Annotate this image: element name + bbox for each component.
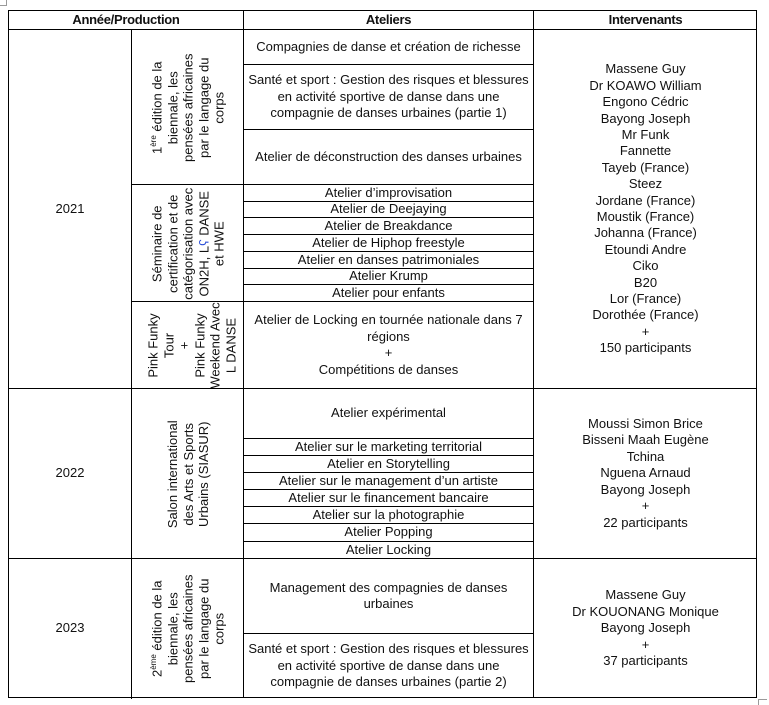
atelier-cell: Compagnies de danse et création de richesse — [243, 29, 533, 64]
header-ateliers: Ateliers — [243, 11, 533, 29]
production-seminaire-certification — [131, 184, 244, 302]
intervenant-name: + — [641, 636, 650, 652]
year-cell-2023: 2023 — [9, 558, 131, 698]
atelier-cell: Atelier de Breakdance — [243, 217, 533, 234]
intervenant-name: Moussi Simon Brice — [588, 416, 703, 432]
atelier-cell: Atelier sur le marketing territorial — [243, 438, 533, 455]
intervenant-name: Mr Funk — [621, 126, 670, 142]
atelier-plus: + — [384, 345, 393, 360]
atelier-cell-locking-tour — [243, 301, 533, 388]
intervenants-list — [589, 61, 701, 356]
atelier-cell: Atelier Locking — [243, 541, 533, 558]
atelier-cell: Management des compagnies de danses urbaines — [243, 558, 533, 633]
intervenant-name: Johanna (France) — [594, 225, 697, 241]
atelier-line: Atelier de Locking en tournée nationale dans 7 régions — [254, 312, 523, 344]
edition-suffix: ère — [148, 134, 158, 147]
intervenants-cell-2021 — [533, 29, 757, 388]
intervenant-name: Massene Guy — [605, 587, 686, 603]
intervenant-name: Bayong Joseph — [600, 481, 691, 497]
intervenant-name: Tayeb (France) — [601, 159, 690, 175]
atelier-cell: Atelier sur le financement bancaire — [243, 489, 533, 506]
intervenant-name: Bayong Joseph — [600, 110, 691, 126]
intervenant-name: Bisseni Maah Eugène — [582, 432, 709, 448]
year-cell-2022: 2022 — [9, 388, 131, 558]
intervenants-list — [582, 416, 708, 531]
atelier-cell: Atelier pour enfants — [243, 284, 533, 301]
intervenants-list — [572, 587, 719, 669]
workshops-table — [8, 10, 757, 698]
production-name-rest: DANSE et HWE — [195, 190, 227, 266]
production-siasur — [131, 388, 244, 559]
year-cell-2021: 2021 — [9, 29, 131, 388]
page-corner-mark — [758, 699, 767, 705]
atelier-cell: Atelier Krump — [243, 268, 533, 284]
production-name-line1: Pink Funky Tour — [145, 313, 176, 378]
intervenant-name: Bayong Joseph — [600, 620, 691, 636]
intervenant-name: Engono Cédric — [602, 94, 689, 110]
intervenant-name: Fannette — [619, 143, 672, 159]
atelier-cell: Atelier Popping — [243, 523, 533, 541]
intervenant-name: 150 participants — [599, 340, 692, 356]
edition-number: 2 — [149, 670, 165, 678]
atelier-cell: Atelier expérimental — [243, 388, 533, 438]
intervenant-name: 22 participants — [603, 514, 688, 530]
production-name: édition de la biennale, les pensées africaines par le langage du corps — [149, 574, 227, 684]
edition-suffix: ème — [148, 654, 158, 671]
intervenant-name: Dr KOAWO William — [589, 77, 702, 93]
intervenant-name: Jordane (France) — [595, 192, 696, 208]
atelier-cell: Santé et sport : Gestion des risques et blessures en activité sportive de danse dans une compagnie de danses urbaines (partie 2) — [243, 633, 533, 698]
production-pink-funky-tour — [131, 301, 244, 389]
intervenant-name: B20 — [633, 274, 658, 290]
atelier-cell: Atelier sur la photographie — [243, 506, 533, 523]
production-name-line2: Pink Funky Weekend Avec L DANSE — [192, 302, 238, 389]
atelier-cell: Atelier de Deejaying — [243, 201, 533, 217]
production-1ere-edition-biennale — [131, 29, 244, 185]
intervenant-name: + — [641, 498, 650, 514]
intervenant-name: Dr KOUONANG Monique — [572, 603, 719, 619]
page-corner-mark — [0, 0, 7, 6]
atelier-cell: Atelier d’improvisation — [243, 184, 533, 201]
intervenant-name: Ciko — [632, 258, 659, 274]
atelier-cell: Atelier sur le management d’un artiste — [243, 472, 533, 489]
intervenants-cell-2023 — [533, 558, 757, 698]
edition-number: 1 — [149, 146, 165, 154]
intervenant-name: Dorothée (France) — [592, 307, 699, 323]
production-name: Salon international des Arts et Sports Urbains (SIASUR) — [164, 420, 211, 528]
intervenant-name: Steez — [628, 176, 663, 192]
intervenant-name: 37 participants — [603, 653, 688, 669]
header-intervenants: Intervenants — [533, 11, 757, 29]
intervenant-name: Lor (France) — [609, 291, 682, 307]
atelier-cell: Atelier en danses patrimoniales — [243, 251, 533, 268]
atelier-cell: Atelier de déconstruction des danses urbaines — [243, 129, 533, 184]
intervenant-name: Massene Guy — [605, 61, 686, 77]
atelier-cell: Atelier de Hiphop freestyle — [243, 234, 533, 251]
intervenant-name: Moustik (France) — [596, 209, 695, 224]
intervenant-name: Tchina — [626, 448, 665, 464]
intervenant-name: + — [641, 323, 650, 339]
atelier-cell: Santé et sport : Gestion des risques et blessures en activité sportive de danse dans une compagnie de danses urbaines (partie 1) — [243, 64, 533, 129]
production-plus: + — [176, 341, 192, 350]
tracked-change-mark: ʕ — [195, 239, 211, 246]
production-name: Séminaire de certification et de catégorisation avec ON2H, L — [149, 187, 211, 300]
production-name: édition de la biennale, les pensées africaines par le langage du corps — [149, 53, 227, 162]
intervenants-cell-2022 — [533, 388, 757, 558]
intervenant-name: Nguena Arnaud — [600, 465, 691, 481]
production-2eme-edition-biennale — [131, 558, 244, 699]
header-year-production: Année/Production — [72, 11, 180, 27]
atelier-cell: Atelier en Storytelling — [243, 455, 533, 472]
intervenant-name: Etoundi Andre — [604, 241, 687, 257]
atelier-line: Compétitions de danses — [318, 361, 459, 377]
